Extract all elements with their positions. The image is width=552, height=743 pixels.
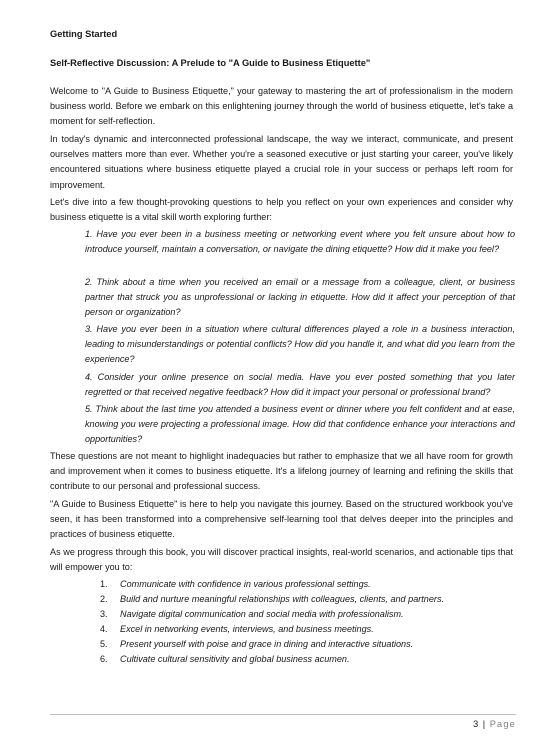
list-item <box>100 592 444 607</box>
list-item-text: Excel in networking events, interviews, and business meetings. <box>120 624 374 635</box>
page-label: Page <box>489 719 516 729</box>
reflection-question-5: 5. Think about the last time you attended a business event or dinner where you felt confident and at ease, knowing you were projecting a professional image. How did that confidence enhance your interactions and opportunities? <box>85 404 515 445</box>
closing-paragraph-3: As we progress through this book, you will discover practical insights, real-world scenarios, and actionable tips that will empower you to: <box>50 547 513 573</box>
section-subheading: Self-Reflective Discussion: A Prelude to "A Guide to Business Etiquette" <box>50 58 371 68</box>
intro-paragraph-1: Welcome to "A Guide to Business Etiquette," your gateway to mastering the art of professionalism in the modern business world. Before we embark on this enlightening journey through the world of business etiquette, let's take a moment for self-reflection. <box>50 86 513 127</box>
list-item-text: Cultivate cultural sensitivity and global business acumen. <box>120 654 350 665</box>
reflection-question-3: 3. Have you ever been in a situation where cultural differences played a role in a business interaction, leading to misunderstandings or potential conflicts? How did you handle it, and what did you learn from the experience? <box>85 324 515 365</box>
list-item-number: 5. <box>100 639 108 650</box>
list-item <box>100 607 444 622</box>
list-item-text: Present yourself with poise and grace in dining and interactive situations. <box>120 639 414 650</box>
section-heading: Getting Started <box>50 29 118 39</box>
footer-divider <box>50 714 516 715</box>
intro-paragraph-3: Let's dive into a few thought-provoking questions to help you reflect on your own experiences and consider why business etiquette is a vital skill worth exploring further: <box>50 197 513 223</box>
page-footer <box>473 719 516 729</box>
intro-paragraph-2: In today's dynamic and interconnected professional landscape, the way we interact, communicate, and present ourselves matters more than ever. Whether you're a seasoned executive or just starting your career, you've likely encountered situations where business etiquette played a crucial role in your success or perhaps left room for improvement. <box>50 134 513 190</box>
list-item-number: 6. <box>100 654 108 665</box>
closing-paragraph-2: "A Guide to Business Etiquette" is here to help you navigate this journey. Based on the structured workbook you've seen, it has been transformed into a comprehensive self-learning tool that delves deeper into the principles and practices of business etiquette. <box>50 499 513 540</box>
list-item <box>100 577 444 592</box>
list-item <box>100 637 444 652</box>
closing-paragraph-1: These questions are not meant to highlight inadequacies but rather to emphasize that we all have room for growth and improvement when it comes to business etiquette. It's a lifelong journey of learning and refining the skills that contribute to our personal and professional success. <box>50 451 513 492</box>
page-number: 3 <box>473 719 479 729</box>
reflection-question-1: 1. Have you ever been in a business meeting or networking event where you felt unsure about how to introduce yourself, maintain a conversation, or navigate the dining etiquette? How did it make you feel? <box>85 229 515 255</box>
list-item-text: Navigate digital communication and social media with professionalism. <box>120 609 404 620</box>
list-item-text: Build and nurture meaningful relationships with colleagues, clients, and partners. <box>120 594 445 605</box>
list-item-number: 3. <box>100 609 108 620</box>
list-item-number: 1. <box>100 579 108 589</box>
list-item-number: 2. <box>100 594 108 605</box>
reflection-question-4: 4. Consider your online presence on social media. Have you ever posted something that you later regretted or that received negative feedback? How did it impact your personal or professional brand? <box>85 372 515 398</box>
footer-separator: | <box>482 719 486 729</box>
list-item-text: Communicate with confidence in various professional settings. <box>120 579 371 589</box>
reflection-question-2: 2. Think about a time when you received an email or a message from a colleague, client, or business partner that struck you as unprofessional or lacking in etiquette. How did it affect your perception of that person or organization? <box>85 277 515 318</box>
list-item <box>100 622 444 637</box>
empower-list <box>100 577 444 668</box>
list-item-number: 4. <box>100 624 108 635</box>
list-item <box>100 652 444 667</box>
